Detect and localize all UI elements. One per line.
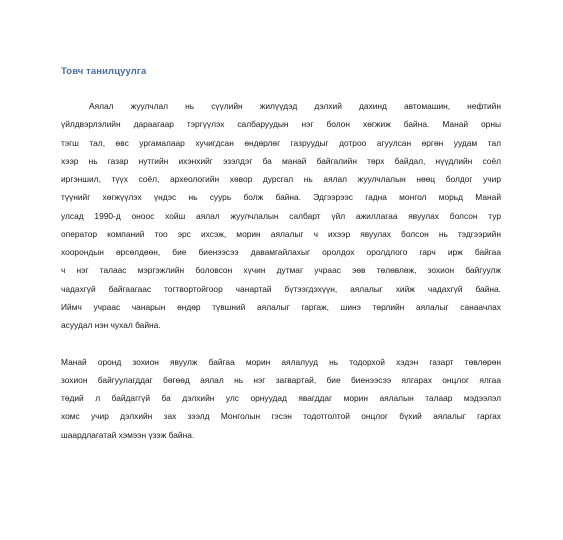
paragraph-line: хээр нь газар нутгийн ихэнхийг эзэлдэг ба манай байгалийн төрх байдал, нүүдлийн соёл <box>61 155 501 166</box>
paragraph-line: түүнийг хөгжүүлэх үндэс нь суурь болж байна. Эдгээрээс гадна монгол морьд Манай <box>61 192 501 203</box>
paragraph-line: шаардлагатай хэмээн үзэж байна. <box>61 429 195 440</box>
paragraph-1 <box>61 97 501 334</box>
paragraph-line: Иймч учраас чанарын өндөр түвшний аялалыг гаргаж, шинэ төрлийн аялалыг санаачлах <box>61 301 501 312</box>
paragraph-line: улсад 1990-д оноос хойш аялал жуулчлалын салбарт үйл ажиллагаа явуулах болсон тур <box>61 210 501 221</box>
paragraph-line: Манай оронд зохион явуулж байгаа морин аялалууд нь тодорхой хэдэн газарт төвлөрөн <box>61 356 501 367</box>
paragraph-line: асуудал нэн чухал байна. <box>61 320 161 330</box>
paragraph-line: хомс учир дэлхийн зах зээлд Монголын гэсэн тодотголтой онцлог бүхий аялалыг гаргах <box>61 411 501 422</box>
paragraph-line: төдий л байдаггүй ба дэлхийн улс орнуудад явагддаг морин аялалын талаар мэдээлэл <box>61 393 501 403</box>
paragraph-spacer <box>61 334 501 352</box>
paragraph-line: тэгш тал, өвс ургамалаар хучигдсан өндөрлөг газруудыг дотроо агуулсан өргөн уудам тал <box>61 137 501 148</box>
document-body <box>61 97 501 444</box>
paragraph-line: чадахгүй байгаагаас тогтвортойгоор чанартай бүтээгдэхүүн, аялалыг хийж чадахгүй байна. <box>61 283 501 294</box>
paragraph-line: иргэншил, түүх соёл, археологийн хөвор дурсгал нь аялал жуулчлалын нөөц болдог учир <box>61 174 501 184</box>
paragraph-line: хоорондын өрсөлдөөн, бие биенээсээ давамгайлахыг оролдох оролдлого гарч ирж байгаа <box>61 247 501 257</box>
paragraph-line: үйлдвэрлэлийн дараагаар тэргүүлэх салбаруудын нэг болон хөгжиж байна. Манай орны <box>61 119 501 130</box>
paragraph-2 <box>61 353 501 444</box>
paragraph-line: зохион байгуулагддаг бөгөөд аялал нь нэг загвартай, бие биенээсээ ялгарах онцлог ялгаа <box>61 374 501 385</box>
document-heading: Товч танилцуулга <box>61 66 147 77</box>
paragraph-line: Аялал жуулчлал нь сүүлийн жилүүдэд дэлхий дахинд автомашин, нефтийн <box>89 101 501 111</box>
paragraph-line: ч нэг талаас мэргэжлийн боловсон хүчин дутмаг учраас эөв төлөвлөж, зохион байгуулж <box>61 265 501 276</box>
paragraph-line: оператор компаний тоо эрс ихсэж, морин аялалыг ч ихээр явуулах болсон нь тэдгээрийн <box>61 228 501 239</box>
